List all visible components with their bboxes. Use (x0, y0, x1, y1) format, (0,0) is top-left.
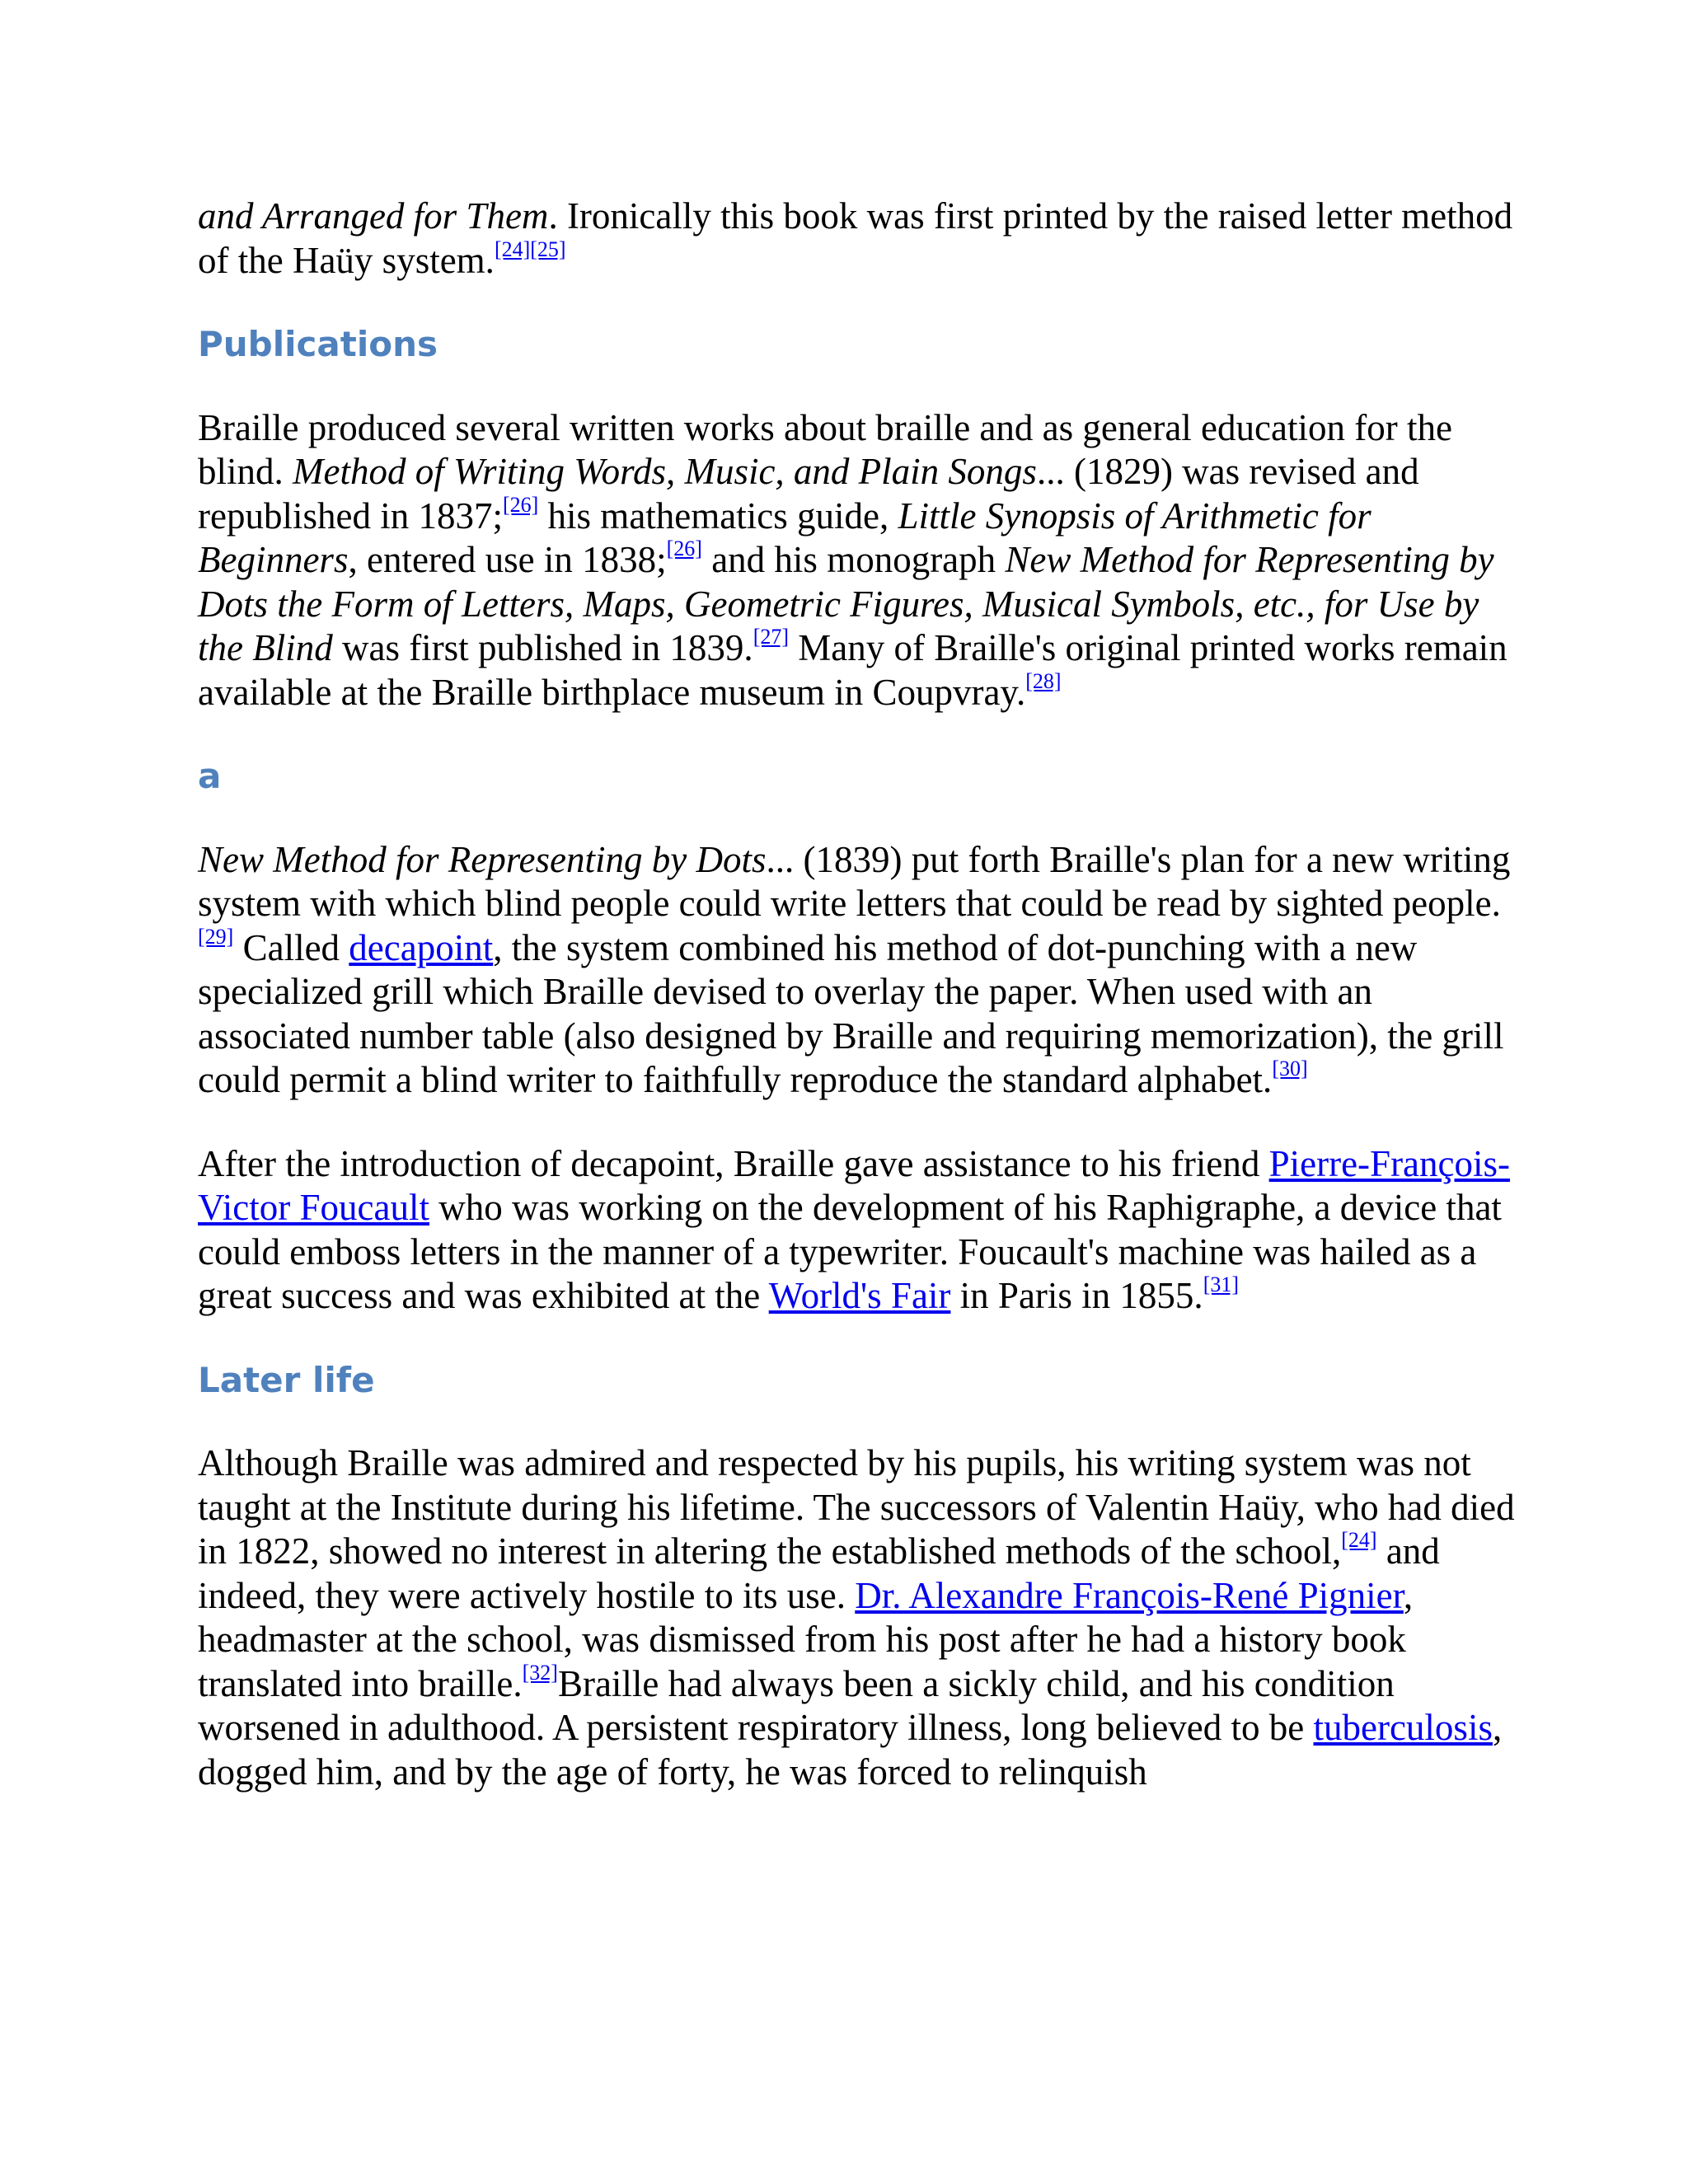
later-life-paragraph (198, 1441, 1517, 1794)
section-heading-later-life: Later life (198, 1359, 375, 1400)
text-run: Braille produced several written works about braille and as general education for the blind. (198, 406, 1452, 492)
text-run: ... (1829) was revised and republished in 1837; (198, 451, 1419, 537)
section-heading-publications: Publications (198, 324, 438, 364)
text-run: in Paris in 1855. (950, 1275, 1203, 1316)
citation-31[interactable] (1203, 1272, 1239, 1296)
foucault-paragraph (198, 1142, 1517, 1319)
citation-24-later[interactable] (1341, 1528, 1376, 1552)
text-run: Many of Braille's original printed works remain available at the Braille birthplace museum in Coupvray. (198, 627, 1507, 713)
citation-27[interactable] (753, 625, 789, 649)
citation-link[interactable]: [30] (1272, 1057, 1308, 1080)
citation-link[interactable]: [27] (753, 625, 790, 649)
citation-32[interactable] (523, 1661, 558, 1685)
worlds-fair-link[interactable]: World's Fair (768, 1275, 951, 1316)
citation-link[interactable]: [26] (666, 537, 702, 560)
text-run: his mathematics guide, (538, 494, 898, 537)
text-run: . Ironically this book was first printed by the raised letter method of the Haüy system. (198, 195, 1513, 281)
italic-title: Method of Writing Words, Music, and Plain Songs (293, 451, 1037, 492)
italic-title: Little Synopsis of Arithmetic for Beginners (198, 494, 1372, 580)
citation-link[interactable]: [28] (1025, 668, 1062, 693)
text-run: and his monograph (701, 539, 1006, 580)
decapoint-paragraph (198, 838, 1517, 1103)
text-run: , dogged him, and by the age of forty, he was forced to relinquish (198, 1707, 1503, 1793)
text-run: Called (233, 926, 349, 968)
citation-link[interactable]: [26] (502, 492, 539, 517)
citation-link[interactable]: [24] (1341, 1528, 1377, 1552)
citation-link[interactable]: [25] (530, 237, 566, 261)
citation-24[interactable] (495, 237, 530, 261)
text-run: After the introduction of decapoint, Braille gave assistance to his friend (198, 1142, 1269, 1184)
text-run: , the system combined his method of dot-punching with a new specialized grill which Braille devised to overlay the paper. When used with an associated number table (also designed by Braille and requiring memorization), the grill could permit a blind writer to faithfully reproduce the standard alphabet. (198, 926, 1504, 1100)
citation-26[interactable] (503, 493, 538, 517)
italic-title: and Arranged for Them (198, 195, 549, 237)
text-run: was first published in 1839. (332, 627, 753, 668)
section-heading-a: a (198, 756, 222, 796)
foucault-link[interactable]: Pierre-François-Victor Foucault (198, 1142, 1510, 1228)
text-run: Although Braille was admired and respected by his pupils, his writing system was not taught at the Institute during his lifetime. The successors of Valentin Haüy, who had died in 1822, showed no interest in altering the established methods of the school, (198, 1442, 1515, 1572)
document-page (198, 194, 1517, 1794)
citation-link[interactable]: [31] (1203, 1272, 1240, 1296)
italic-title: New Method for Representing by Dots (198, 838, 767, 880)
citation-link[interactable]: [29] (198, 924, 234, 949)
pignier-link[interactable]: Dr. Alexandre François-René Pignier (855, 1574, 1404, 1616)
citation-link[interactable]: [32] (522, 1660, 558, 1685)
citation-26-second[interactable] (667, 537, 702, 560)
text-run: ... (1839) put forth Braille's plan for a new writing system with which blind people could write letters that could be read by sighted people. (198, 838, 1511, 924)
citation-25[interactable] (530, 237, 565, 261)
publications-paragraph (198, 406, 1517, 715)
citation-link[interactable]: [24] (494, 237, 531, 261)
tuberculosis-link[interactable]: tuberculosis (1313, 1707, 1493, 1748)
citation-29[interactable] (198, 925, 233, 949)
text-run: , headmaster at the school, was dismissed from his post after he had a history book translated into braille. (198, 1574, 1414, 1704)
citation-28[interactable] (1025, 669, 1061, 693)
decapoint-link[interactable]: decapoint (349, 926, 494, 968)
text-run: , entered use in 1838; (348, 539, 667, 580)
text-run: and indeed, they were actively hostile to its use. (198, 1530, 1440, 1616)
intro-paragraph (198, 194, 1517, 283)
text-run: who was working on the development of his Raphigraphe, a device that could emboss letters in the manner of a typewriter. Foucault's machine was hailed as a great success and was exhibited at the (198, 1187, 1502, 1316)
citation-30[interactable] (1272, 1057, 1307, 1080)
text-run: Braille had always been a sickly child, and his condition worsened in adulthood. A persistent respiratory illness, long believed to be (198, 1662, 1395, 1748)
italic-title: New Method for Representing by Dots the Form of Letters, Maps, Geometric Figures, Musical Symbols, etc., for Use by the Blind (198, 539, 1494, 668)
